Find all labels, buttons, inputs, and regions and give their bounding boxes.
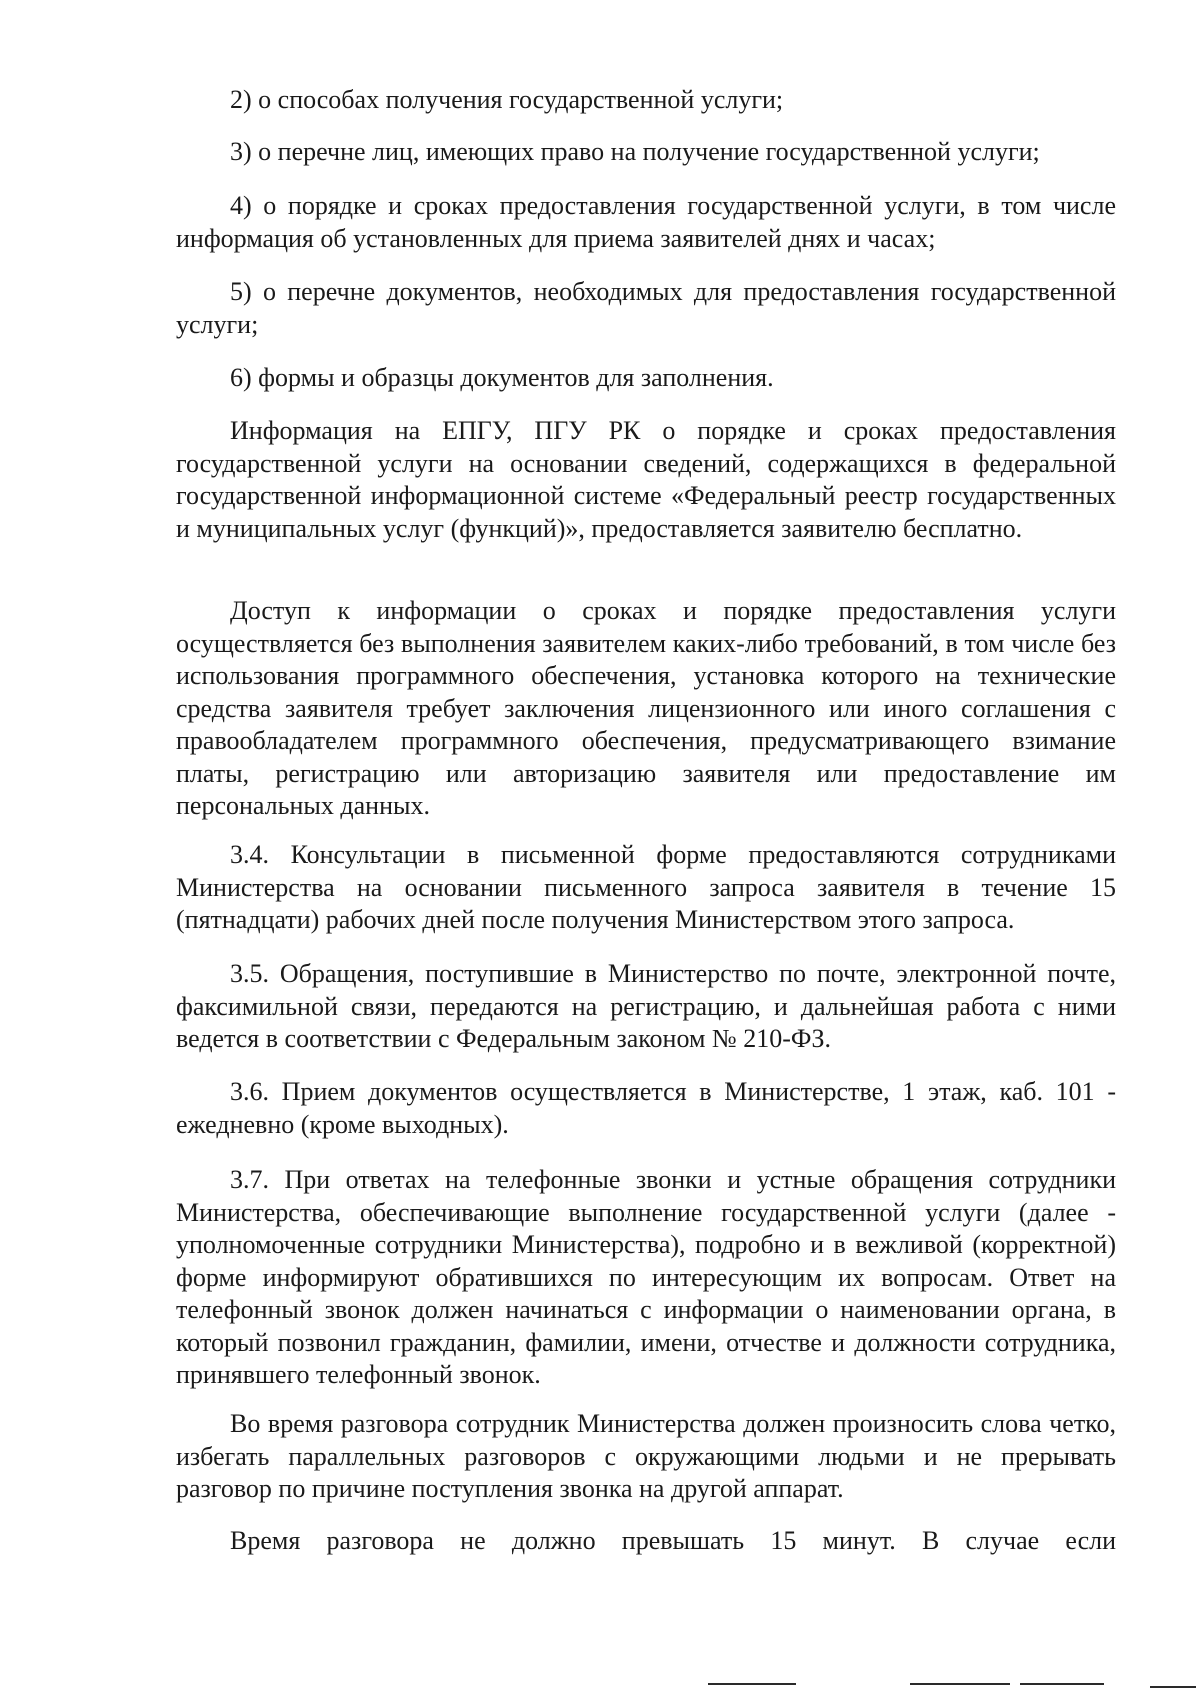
- paragraph-item-4: 4) о порядке и сроках предоставления государственной услуги, в том числе информация об установленных для приема заявителей днях и часах;: [176, 191, 1116, 253]
- scan-edge-line: [910, 1683, 1010, 1685]
- paragraph-conversation-rules: Во время разговора сотрудник Министерства должен произносить слова четко, избегать параллельных разговоров с окружающими людьми и не прерывать разговор по причине поступления звонка на другой аппарат.: [176, 1409, 1116, 1503]
- paragraph-item-3: 3) о перечне лиц, имеющих право на получение государственной услуги;: [230, 137, 1040, 166]
- paragraph-3-4: 3.4. Консультации в письменной форме предоставляются сотрудниками Министерства на основании письменного запроса заявителя в течение 15 (пятнадцати) рабочих дней после получения Министерством этого запроса.: [176, 840, 1116, 934]
- paragraph-3-5: 3.5. Обращения, поступившие в Министерство по почте, электронной почте, факсимильной связи, передаются на регистрацию, и дальнейшая работа с ними ведется в соответствии с Федеральным законом № 210-ФЗ.: [176, 959, 1116, 1053]
- paragraph-access-info: Доступ к информации о сроках и порядке предоставления услуги осуществляется без выполнения заявителем каких-либо требований, в том числе без использования программного обеспечения, установка которого на технические средства заявителя требует заключения лицензионного или иного соглашения с правообладателем программного обеспечения, предусматривающего взимание платы, регистрацию или авторизацию заявителя или предоставление им персональных данных.: [176, 596, 1116, 820]
- scan-edge-line: [1020, 1683, 1104, 1685]
- scan-edge-line: [708, 1683, 796, 1685]
- paragraph-item-5: 5) о перечне документов, необходимых для предоставления государственной услуги;: [176, 277, 1116, 339]
- paragraph-item-2: 2) о способах получения государственной услуги;: [230, 85, 784, 114]
- paragraph-3-7: 3.7. При ответах на телефонные звонки и устные обращения сотрудники Министерства, обеспечивающие выполнение государственной услуги (далее - уполномоченные сотрудники Министерства), подробно и в вежливой (корректной) форме информируют обратившихся по интересующим их вопросам. Ответ на телефонный звонок должен начинаться с информации о наименовании органа, в который позвонил гражданин, фамилии, имени, отчестве и должности сотрудника, принявшего телефонный звонок.: [176, 1165, 1116, 1389]
- scan-edge-line: [1150, 1686, 1196, 1688]
- paragraph-item-6: 6) формы и образцы документов для заполнения.: [230, 363, 774, 392]
- paragraph-conversation-time: Время разговора не должно превышать 15 минут. В случае если: [230, 1526, 1116, 1555]
- paragraph-epgu-info: Информация на ЕПГУ, ПГУ РК о порядке и сроках предоставления государственной услуги на основании сведений, содержащихся в федеральной государственной информационной системе «Федеральный реестр государственных и муниципальных услуг (функций)», предоставляется заявителю бесплатно.: [176, 416, 1116, 543]
- paragraph-3-6: 3.6. Прием документов осуществляется в Министерстве, 1 этаж, каб. 101 - ежедневно (кроме выходных).: [176, 1077, 1116, 1139]
